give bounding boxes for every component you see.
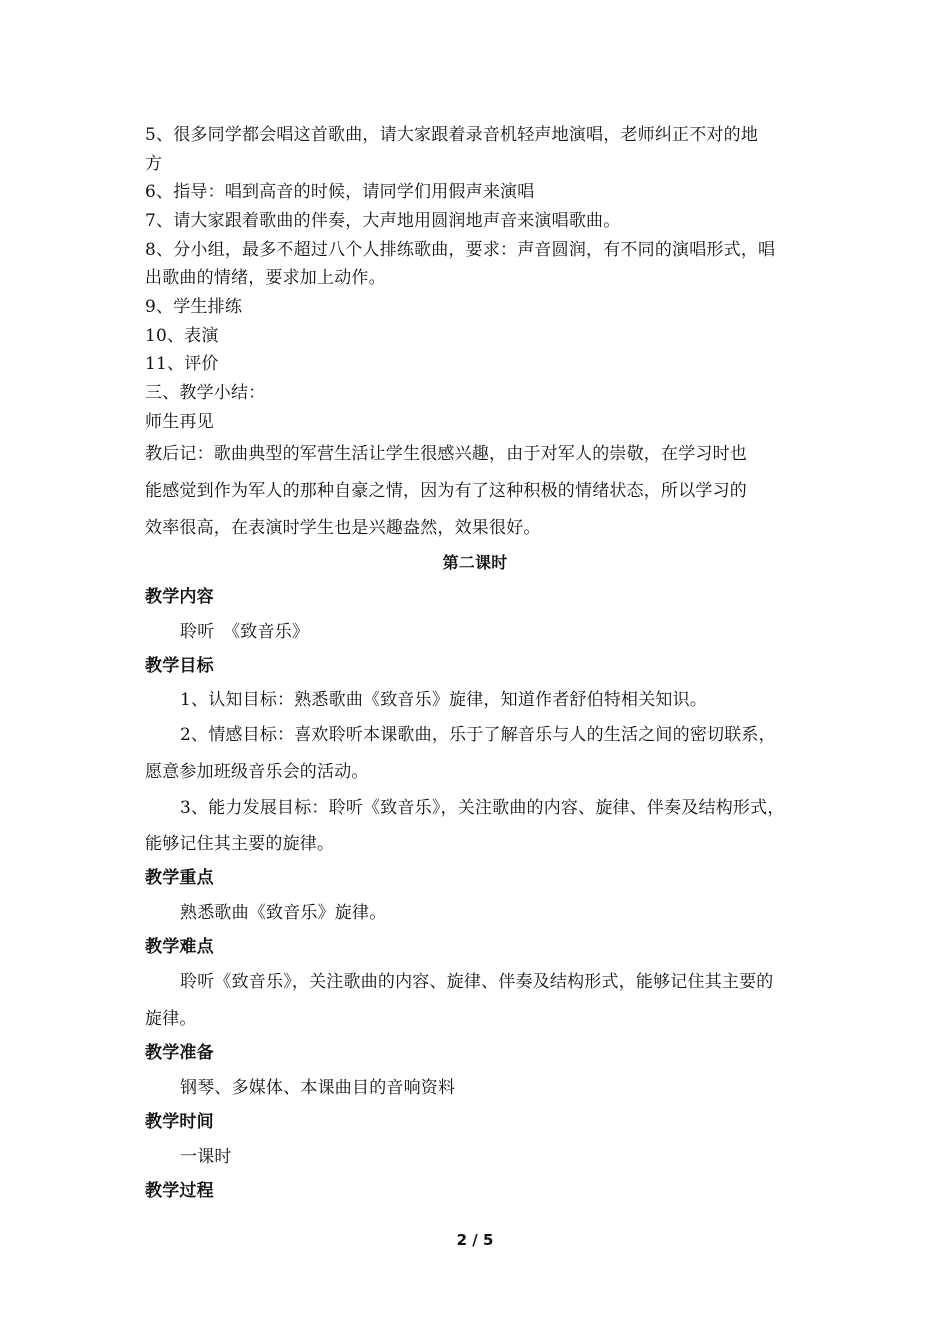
goal-1: 1、认知目标：熟悉歌曲《致音乐》旋律，知道作者舒伯特相关知识。 [180,690,708,710]
step-8-line-1: 8、分小组，最多不超过八个人排练歌曲，要求：声音圆润，有不同的演唱形式，唱 [145,240,776,260]
goals-heading: 教学目标 [145,656,214,676]
reflection-line-3: 效率很高，在表演时学生也是兴趣盎然，效果很好。 [145,518,541,538]
difficulty-heading: 教学难点 [145,937,214,957]
goal-2-line-1: 2、情感目标：喜欢聆听本课歌曲，乐于了解音乐与人的生活之间的密切联系， [180,725,776,745]
difficulty-line-2: 旋律。 [145,1009,197,1029]
step-8-line-2: 出歌曲的情绪，要求加上动作。 [145,268,386,288]
step-5-line-1: 5、很多同学都会唱这首歌曲，请大家跟着录音机轻声地演唱，老师纠正不对的地 [145,125,759,145]
key-point-text: 熟悉歌曲《致音乐》旋律。 [180,903,387,923]
content-text: 聆听 《致音乐》 [180,622,310,642]
preparation-heading: 教学准备 [145,1043,214,1063]
step-5-line-2: 方 [145,154,163,174]
reflection-line-2: 能感觉到作为军人的那种自豪之情，因为有了这种积极的情绪状态，所以学习的 [145,481,747,501]
farewell-line: 师生再见 [145,412,214,432]
preparation-text: 钢琴、多媒体、本课曲目的音响资料 [180,1078,456,1098]
reflection-line-1: 教后记：歌曲典型的军营生活让学生很感兴趣，由于对军人的崇敬，在学习时也 [145,444,747,464]
goal-2-line-2: 愿意参加班级音乐会的活动。 [145,762,369,782]
time-text: 一课时 [180,1147,232,1167]
page-number: 2 / 5 [456,1231,494,1249]
time-heading: 教学时间 [145,1112,214,1132]
step-7: 7、请大家跟着歌曲的伴奏，大声地用圆润地声音来演唱歌曲。 [145,211,621,231]
summary-heading: 三、教学小结： [145,383,266,403]
step-11: 11、评价 [145,354,219,374]
process-heading: 教学过程 [145,1181,214,1201]
step-9: 9、学生排练 [145,297,243,317]
step-6: 6、指导：唱到高音的时候，请同学们用假声来演唱 [145,182,535,202]
content-heading: 教学内容 [145,587,214,607]
key-point-heading: 教学重点 [145,868,214,888]
difficulty-line-1: 聆听《致音乐》，关注歌曲的内容、旋律、伴奏及结构形式，能够记住其主要的 [180,972,774,992]
goal-3-line-2: 能够记住其主要的旋律。 [145,834,335,854]
goal-3-line-1: 3、能力发展目标：聆听《致音乐》，关注歌曲的内容、旋律、伴奏及结构形式， [180,798,785,818]
lesson-2-title: 第二课时 [442,553,508,572]
step-10: 10、表演 [145,326,219,346]
